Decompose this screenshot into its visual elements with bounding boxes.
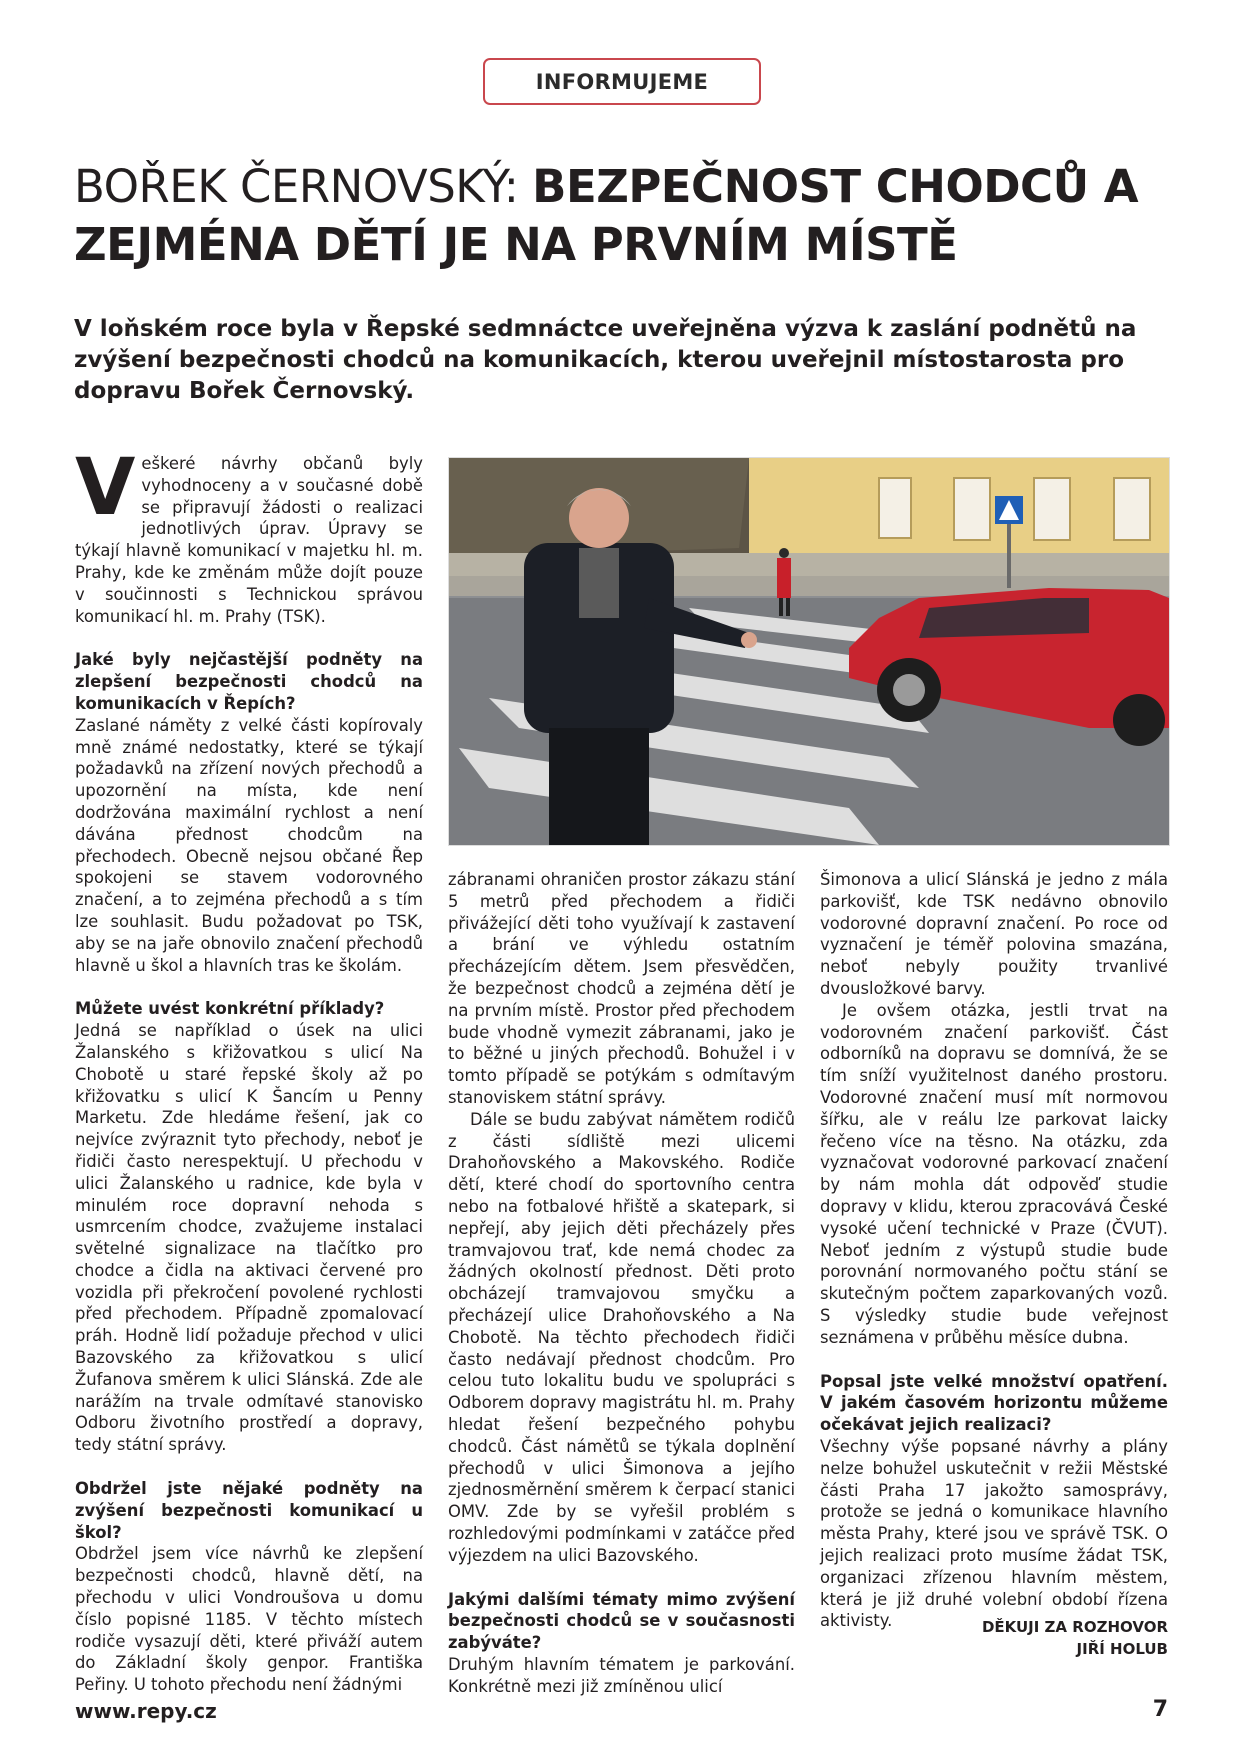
intro-paragraph xyxy=(75,443,423,627)
paragraph-2-2: Dále se budu zabývat námětem rodičů z části sídliště mezi ulicemi Drahoňovského a Makovského. Rodiče dětí, které chodí do sportovního centra nebo na fotbalové hřiště a skatepark, si nepřejí, aby jejich děti přecházely přes tramvajovou trať, kde nemá chodec za žádných okolností přednost. Děti proto obcházejí tramvajovou smyčku a přecházejí ulice Drahoňovského a Na Chobotě. Na těchto přechodech řidiči často nedávají přednost chodcům. Pro celou tuto lokalitu budu ve spolupráci s Odborem dopravy magistrátu hl. m. Prahy hledat řešení bezpečného pohybu chodců. Část námětů se týkala doplnění přechodů v ulici Šimonova a jejího zjednosměrnění směrem k čerpací stanici OMV. Zde by se vyřešil problém s rozhledovými podmínkami v zatáčce před výjezdem na ulici Bazovského. xyxy=(448,1109,795,1565)
headline xyxy=(74,158,1174,274)
question-5: Popsal jste velké množství opatření. V jakém časovém horizontu můžeme očekávat jejich realizaci? xyxy=(820,1371,1168,1435)
headline-statement: BEZPEČNOST CHODCŮ A ZEJMÉNA DĚTÍ JE NA PRVNÍM MÍSTĚ xyxy=(74,160,1139,271)
answer-1: Zaslané náměty z velké části kopírovaly mně známé nedostatky, které se týkají požadavků na zřízení nových přechodů a upozornění na místa, kde není dodržována maximální rychlost a není dávána přednost chodcům na přechodech. Obecně nejsou občané Řep spokojeni se stavem vodorovného značení, a to zejména přechodů a s tím lze souhlasit. Budu požadovat po TSK, aby se na jaře obnovilo značení přechodů hlavně u škol a hlavních tras ke školám. xyxy=(75,715,423,975)
section-label: INFORMUJEME xyxy=(483,58,761,105)
page-number: 7 xyxy=(1152,1697,1168,1722)
article-photo xyxy=(448,457,1170,846)
paragraph-2-1: zábranami ohraničen prostor zákazu stání 5 metrů před přechodem a řidiči přivážející děti toho využívají k zastavení a brání ve výhledu ostatním přecházejícím dětem. Jsem přesvědčen, že bezpečnost chodců a zejména dětí je na prvním místě. Prostor před přechodem bude vhodně vymezit zábranami, jako je to běžné u jiných přechodů. Bohužel i v tomto případě se potýkám s odmítavým stanoviskem státní správy. xyxy=(448,870,795,1107)
column-2 xyxy=(448,869,795,1697)
answer-5: Všechny výše popsané návrhy a plány nelze bohužel uskutečnit v režii Městské části Praha 17 jakožto samosprávy, protože se jedná o komunikace hlavního města Prahy, které jsou ve správě TSK. O jejich realizaci proto musíme žádat TSK, organizaci zřízenou hlavním městem, která je již druhé volební období řízena aktivisty. xyxy=(820,1436,1168,1631)
answer-2: Jedná se například o úsek na ulici Žalanského s křižovatkou s ulicí Na Chobotě u staré řepské školy až po křižovatku s ulicí K Šancím u Penny Marketu. Zde hledáme řešení, jak co nejvíce zvýraznit tyto přechody, neboť je řidiči často nerespektují. U přechodu v ulici Žalanského u radnice, kde byla v minulém roce dopravní nehoda s usmrcením chodce, zvažujeme instalaci světelné signalizace na tlačítko pro chodce a čidla na aktivaci červené pro vozidla při překročení povolené rychlosti před přechodem. Případně zpomalovací práh. Hodně lidí požaduje přechod v ulici Bazovského za křižovatkou s ulicí Žufanova směrem k ulici Slánská. Zde ale narážím na trvale odmítavé stanovisko Odboru životního prostředí a dopravy, tedy státní správy. xyxy=(75,1021,423,1455)
intro-text: eškeré návrhy občanů byly vyhodnoceny a v současné době se připravují žádosti o realizaci jednotlivých úprav. Úpravy se týkají hlavně komunikací v majetku hl. m. Prahy, kde ke změnám může dojít pouze v součinnosti s Technickou správou komunikací hl. m. Prahy (TSK). xyxy=(75,454,423,626)
photo-street-scene xyxy=(449,458,1169,845)
lead-paragraph: V loňském roce byla v Řepské sedmnáctce uveřejněna výzva k zaslání podnětů na zvýšení bezpečnosti chodců na komunikacích, kterou uveřejnil místostarosta pro dopravu Bořek Černovský. xyxy=(74,316,1137,404)
paragraph-3-2: Je ovšem otázka, jestli trvat na vodorovném značení parkovišť. Část odborníků na dopravu se domnívá, že se tím sníží využitelnost daného prostoru. Vodorovné značení musí mít normovou šířku, ale v reálu lze parkovat laicky řečeno více na těsno. Na otázku, zda vyznačovat vodorovné parkovací značení by nám mohla dát odpověď studie dopravy v klidu, kterou zpracovává České vysoké učení technické v Praze (ČVUT). Neboť jedním z výstupů studie bude porovnání normovaného počtu stání se skutečným počtem zaparkovaných vozů. S výsledky studie bude veřejnost seznámena v průběhu měsíce dubna. xyxy=(820,1000,1168,1347)
paragraph-3-1: Šimonova a ulicí Slánská je jedno z mála parkovišť, kde TSK nedávno obnovilo vodorovné dopravní značení. Po roce od vyznačení je téměř polovina smazána, neboť nebyly použity trvanlivé dvousložkové barvy. xyxy=(820,870,1168,998)
question-4: Jakými dalšími tématy mimo zvýšení bezpečnosti chodců se v současnosti zabýváte? xyxy=(448,1589,795,1653)
question-1: Jaké byly nejčastější podněty na zlepšení bezpečnosti chodců na komunikacích v Řepích? xyxy=(75,650,423,713)
answer-3: Obdržel jsem více návrhů ke zlepšení bezpečnosti chodců, hlavně dětí, na přechodu v ulici Vondroušova u domu číslo popisné 1185. V těchto místech rodiče vysazují děti, které přiváží autem do Základní školy genpor. Františka Peřiny. U tohoto přechodu není žádnými xyxy=(75,1544,423,1695)
question-2: Můžete uvést konkrétní příklady? xyxy=(75,999,385,1019)
signoff xyxy=(982,1616,1168,1660)
drop-cap: V xyxy=(75,443,136,533)
column-3 xyxy=(820,869,1168,1632)
question-3: Obdržel jste nějaké podněty na zvýšení bezpečnosti komunikací u škol? xyxy=(75,1479,423,1542)
column-1 xyxy=(75,443,423,1696)
answer-4: Druhým hlavním tématem je parkování. Konkrétně mezi již zmíněnou ulicí xyxy=(448,1654,795,1696)
signoff-thanks: DĚKUJI ZA ROZHOVOR xyxy=(981,1618,1168,1636)
headline-name: BOŘEK ČERNOVSKÝ: xyxy=(74,160,533,213)
signoff-author: JIŘÍ HOLUB xyxy=(1076,1640,1168,1658)
footer-url[interactable]: www.repy.cz xyxy=(75,1699,217,1723)
